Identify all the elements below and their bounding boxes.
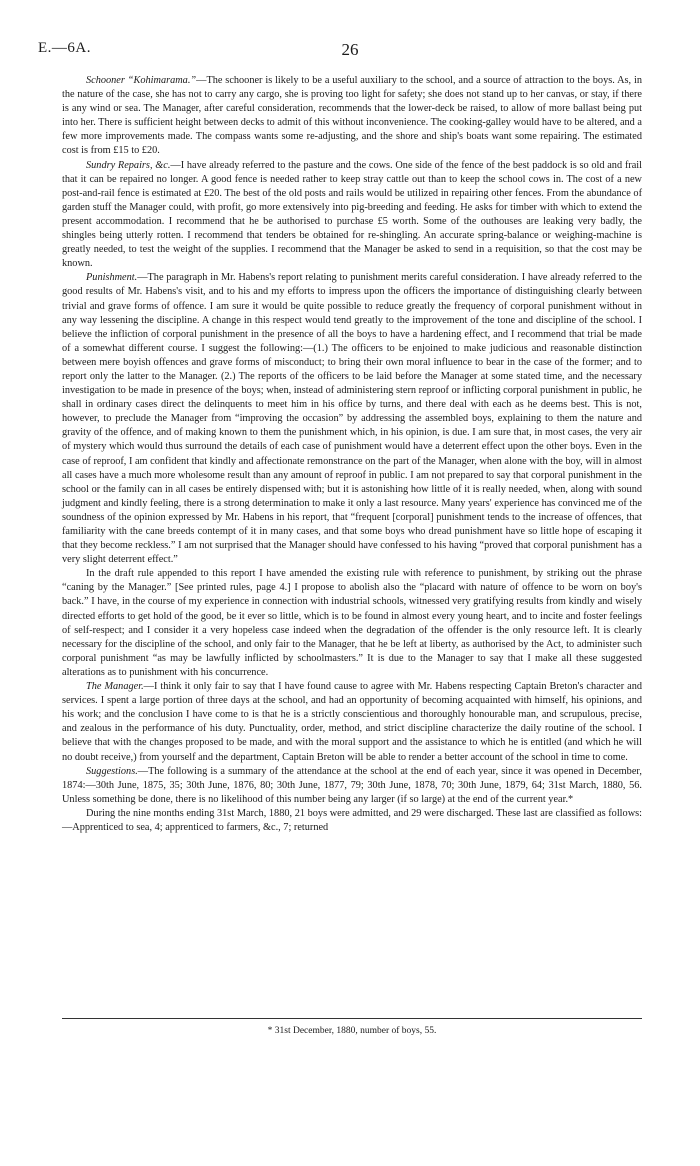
paragraph-draft-rule — [62, 567, 642, 680]
paragraph-suggestions — [62, 765, 642, 807]
paragraph-text: In the draft rule appended to this report I have amended the existing rule with reference to punishment, by striking out the phrase “caning by the Manager.” [See printed rules, page 4.] I propose to abolish also the “placard with nature of offence to be worn on boy's back.” I have, in the course of my experience in connection with industrial schools, witnessed very gratifying results from kindly and wisely directed efforts to get hold of the good, be it ever so little, which is to be found in almost every young heart, and to incite and foster feelings of self-respect; and I consider it a very hopeless case indeed when the degradation of the offender is the only resource left. It is clearly necessary for the discipline of the school, and only fair to the Manager, that he be left at liberty, as authorised by the Act, to administer such corporal punishment “as may be lawfully inflicted by schoolmasters.” It is due to the Manager to say that I make all these suggested alterations as to punishment with his concurrence. — [62, 568, 642, 678]
paragraph-lead: Sundry Repairs, &c. — [86, 159, 171, 171]
paragraph-text: —I have already referred to the pasture and the cows. One side of the fence of the best paddock is so old and frail that it can be repaired no longer. A good fence is needed rather to keep stray cattle out than to keep the school cows in. The cost of a new post-and-rail fence is estimated at £20. The best of the old posts and rails would be utilized in repairing other fences. From the abundance of garden stuff the Manager could, with profit, go more extensively into pig-breeding and feeding. He asks for timber with which to extend the present accommodation. I recommend that he be authorised to purchase £5 worth. Some of the outhouses are leaking very badly, the shingles being utterly rotten. I recommend that tenders be obtained for re-shingling. An accurate spring-balance or weighing-machine is greatly needed, to test the weight of the supplies. I recommend that the Manager be asked to send in a requisition, so that the cost may be known. — [62, 159, 642, 270]
page-header — [38, 40, 662, 60]
paragraph-lead: Schooner “Kohimarama.” — [86, 75, 197, 86]
paragraph-schooner — [62, 74, 642, 159]
paragraph-text: —I think it only fair to say that I have found cause to agree with Mr. Habens respecting Captain Breton's character and services. I spent a large portion of three days at the school, and had an opportunity of becoming acquainted with himself, his opinions, and his work; and the conclusion I have come to is that he is a strictly conscientious and thoroughly honourable man, and scrupulous, precise, and zealous in the performance of his duty. Punctuality, order, method, and strict discipline characterize the daily routine of the school. I believe that with the changes proposed to be made, and with the moral support and the assistance to which he is entitled (and which he will no doubt receive,) from yourself and the department, Captain Breton will be able to render a better account of the school in time to come. — [62, 681, 643, 763]
paragraph-admissions — [62, 807, 642, 835]
body-text — [62, 74, 642, 835]
paragraph-lead: The Manager. — [86, 681, 144, 693]
paragraph-text: —The schooner is likely to be a useful auxiliary to the school, and a source of attraction to the boys. As, in the nature of the case, she has not to carry any cargo, she is proving too light for safety; she does not stand up to her canvas, or stay, if there is any wind or sea. The Manager, after careful consideration, recommends that the lower-deck be raised, to allow of more ballast being put into her. There is sufficient height between decks to admit of this without inconvenience. The cooking-galley would have to be altered, and a few more improvements made. The compass wants some re-adjusting, and the shore and ship's boats want some repairing. The estimated cost is from £15 to £20. — [62, 75, 642, 157]
paragraph-text: —The following is a summary of the attendance at the school at the end of each year, since it was opened in December, 1874:—30th June, 1875, 35; 30th June, 1876, 80; 30th June, 1877, 79; 30th June, 1878, 70; 30th June, 1879, 64; 31st March, 1880, 56. Unless something be done, there is no likelihood of this number being any larger (if so large) at the end of the current year.* — [62, 765, 642, 805]
paragraph-the-manager — [62, 680, 642, 765]
paragraph-sundry-repairs — [62, 159, 642, 272]
document-reference: E.—6A. — [38, 40, 91, 56]
paragraph-lead: Suggestions. — [86, 765, 138, 777]
footnote-divider — [62, 1018, 642, 1019]
paragraph-text: —The paragraph in Mr. Habens's report relating to punishment merits careful consideration. I have already referred to the good results of Mr. Habens's visit, and to his and my efforts to impress upon the officers the importance of distinguishing clearly between trivial and grave forms of offence. I am sure it would be quite possible to reduce greatly the frequency of corporal punishment without in any way lessening the discipline. A change in this respect would tend greatly to the improvement of the tone and discipline of the school. I believe the infliction of corporal punishment in the presence of all the boys to have a hardening effect, and I recommend that trial be made of a somewhat different course. I suggest the following:—(1.) The officers to be enjoined to make judicious and reasonable distinction between mere boyish offences and grave forms of misconduct; to bring their own moral influence to bear in the case of the former; and to report only the latter to the Manager. (2.) The reports of the officers to be laid before the Manager at some stated time, and the necessary investigation to be made in presence of the boys; when, instead of administering stern reproof or inflicting corporal punishment in public, he shall in ordinary cases direct the delinquents to meet him in his office by turns, and there deal with each as he deems best. This is not, however, to preclude the Manager from “improving the occasion” by addressing the assembled boys, explaining to them the nature and gravity of the offence, and of making known to them the punishment which, in his opinion, is due. I am sure that, in most cases, the very air of mystery which would thus surround the details of each case of punishment would have a deterrent effect upon the other boys. Even in the case of reproof, I am confident that kindly and affectionate remonstrance on the part of the Manager, when alone with the boy, will in almost all cases have a much more wholesome result than any amount of reproof in public. I am not prepared to say that corporal punishment in the school or the family can in all cases be entirely dispensed with; but it is astonishing how little of it is really needed, when, along with sound judgment and kindly feeling, there is a strong determination to make it only a last resource. Many years' experience has convinced me of the soundness of the opinion expressed by Mr. Habens in his report, that “frequent [corporal] punishment tends to the increase of offences, that familiarity with the cane breeds contempt of it in many cases, and that some boys who dread punishment have so little hope of escaping it that they become reckless.” I am not surprised that the Manager should have confessed to his having “proved that corporal punishment has a very slight deterrent effect.” — [62, 272, 642, 566]
page-number: 26 — [341, 40, 359, 59]
footnote: * 31st December, 1880, number of boys, 55. — [267, 1026, 437, 1036]
paragraph-lead: Punishment. — [86, 272, 138, 284]
paragraph-punishment — [62, 271, 642, 567]
paragraph-text: During the nine months ending 31st March, 1880, 21 boys were admitted, and 29 were discharged. These last are classified as follows:—Apprenticed to sea, 4; apprenticed to farmers, &c., 7; returned — [62, 807, 642, 833]
